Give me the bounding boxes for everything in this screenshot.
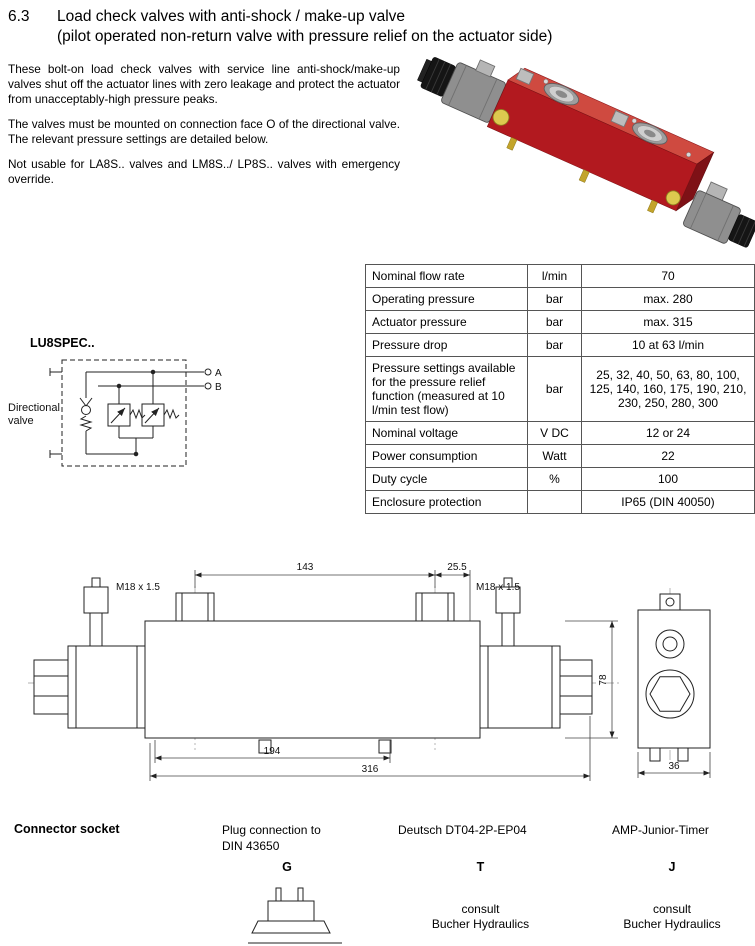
spec-param: Power consumption	[366, 445, 528, 468]
spec-value: max. 280	[582, 288, 755, 311]
table-row	[366, 491, 755, 514]
connector-label: DIN 43650	[222, 839, 280, 853]
spec-unit	[528, 491, 582, 514]
spec-unit: bar	[528, 311, 582, 334]
connector-note	[612, 902, 732, 932]
dim-78-label: 78	[598, 674, 609, 686]
table-row	[366, 311, 755, 334]
thread-right-label: M18 x 1.5	[476, 582, 520, 593]
dim-25-5-label: 25.5	[447, 562, 467, 573]
directional-valve-label: Directional	[8, 402, 60, 414]
dim-194-label: 194	[263, 746, 281, 757]
spec-value: 100	[582, 468, 755, 491]
spec-value: IP65 (DIN 40050)	[582, 491, 755, 514]
spec-unit: bar	[528, 357, 582, 422]
table-row	[366, 422, 755, 445]
dimension-drawing	[20, 558, 740, 813]
product-photo	[410, 46, 755, 258]
intro-paragraph: The valves must be mounted on connection face O of the directional valve. The relevant pressure settings are detailed below.	[8, 117, 400, 146]
intro-paragraph: These bolt-on load check valves with service line anti-shock/make-up valves shut off the actuator lines with zero leakage and protect the actuator from unacceptably-high pressure peaks.	[8, 62, 400, 106]
spec-param: Nominal flow rate	[366, 265, 528, 288]
brand-line: Bucher Hydraulics	[431, 917, 530, 931]
spec-param: Nominal voltage	[366, 422, 528, 445]
connector-code-j: J	[668, 860, 676, 874]
table-row	[366, 357, 755, 422]
table-row	[366, 288, 755, 311]
spec-value: 25, 32, 40, 50, 63, 80, 100, 125, 140, 160, 175, 190, 210, 230, 250, 280, 300	[582, 357, 755, 422]
spec-value: 10 at 63 l/min	[582, 334, 755, 357]
spec-unit: bar	[528, 288, 582, 311]
dim-316-label: 316	[361, 764, 379, 775]
spec-unit: V DC	[528, 422, 582, 445]
section-title: Load check valves with anti-shock / make-up valve	[57, 8, 406, 25]
connector-code-g: G	[282, 860, 292, 874]
spec-value: 12 or 24	[582, 422, 755, 445]
spec-value: max. 315	[582, 311, 755, 334]
connector-code-t: T	[476, 860, 485, 874]
spec-table	[365, 264, 755, 514]
consult-line: consult	[652, 902, 692, 916]
thread-left-label: M18 x 1.5	[116, 582, 160, 593]
page-title	[8, 8, 405, 26]
spec-unit: l/min	[528, 265, 582, 288]
spec-unit: Watt	[528, 445, 582, 468]
dim-143-label: 143	[296, 562, 314, 573]
valve-side-view	[34, 578, 592, 753]
spec-value: 22	[582, 445, 755, 468]
spec-param: Actuator pressure	[366, 311, 528, 334]
valve-block-3d	[410, 46, 755, 254]
connector-option-din	[222, 822, 352, 854]
page-subtitle: (pilot operated non-return valve with pressure relief on the actuator side)	[57, 28, 553, 45]
spec-param: Operating pressure	[366, 288, 528, 311]
table-row	[366, 468, 755, 491]
intro-text	[8, 62, 400, 197]
connector-note	[398, 902, 563, 932]
spec-param: Pressure settings available for the pressure relief function (measured at 10 l/min test flow)	[366, 357, 528, 422]
connector-label: AMP-Junior-Timer	[612, 823, 709, 837]
valve-end-view	[638, 594, 710, 761]
dim-36-label: 36	[668, 761, 680, 772]
table-row	[366, 265, 755, 288]
intro-paragraph: Not usable for LA8S.. valves and LM8S../ LP8S.. valves with emergency override.	[8, 157, 400, 186]
spec-unit: bar	[528, 334, 582, 357]
connector-option-deutsch	[398, 822, 563, 838]
consult-line: consult	[461, 902, 500, 916]
schematic-symbol	[50, 360, 211, 466]
spec-param: Pressure drop	[366, 334, 528, 357]
din-plug-drawing	[246, 886, 346, 946]
directional-valve-label: valve	[8, 415, 34, 427]
spec-param: Duty cycle	[366, 468, 528, 491]
table-row	[366, 334, 755, 357]
model-code-label: LU8SPEC..	[30, 336, 95, 350]
connector-socket-heading: Connector socket	[14, 822, 120, 836]
connector-label: Plug connection to	[222, 823, 321, 837]
port-a-label: A	[215, 368, 222, 379]
section-number: 6.3	[8, 8, 30, 25]
spec-param: Enclosure protection	[366, 491, 528, 514]
port-b-label: B	[215, 382, 222, 393]
spec-unit: %	[528, 468, 582, 491]
brand-line: Bucher Hydraulics	[623, 917, 721, 931]
hydraulic-schematic	[8, 354, 243, 474]
table-row	[366, 445, 755, 468]
connector-label: Deutsch DT04-2P-EP04	[398, 823, 527, 837]
connector-option-amp	[612, 822, 732, 838]
spec-value: 70	[582, 265, 755, 288]
